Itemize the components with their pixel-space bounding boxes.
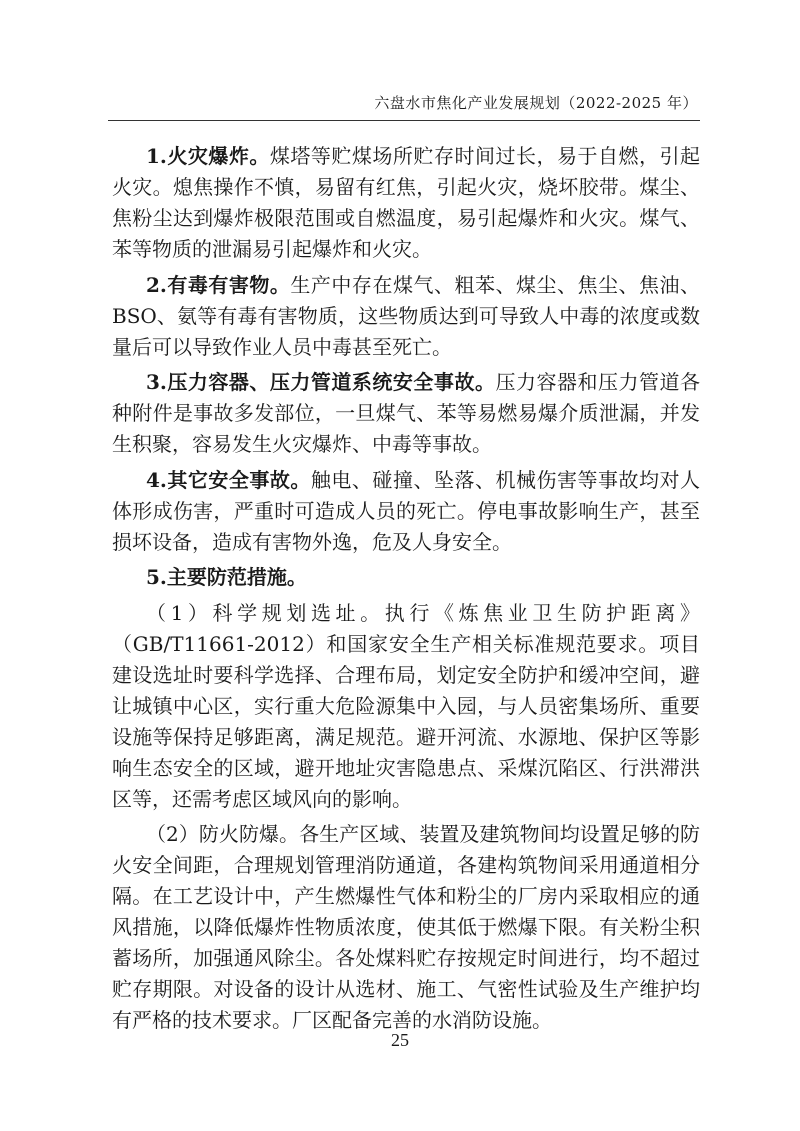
running-header-title: 六盘水市焦化产业发展规划（2022-2025 年） bbox=[374, 94, 698, 112]
paragraph-heading: 1.火灾爆炸。 bbox=[146, 144, 270, 168]
paragraph-text: 压力容器和压力管道各种附件是事故多发部位，一旦煤气、苯等易燃易爆介质泄漏，并发生积聚，容易发生火灾爆炸、中毒等事故。 bbox=[112, 370, 700, 456]
paragraph-heading: 5.主要防范措施。 bbox=[146, 565, 307, 589]
paragraph-heading: 2.有毒有害物。 bbox=[146, 272, 291, 297]
paragraph-toxic-substances bbox=[112, 270, 700, 363]
paragraph-site-selection bbox=[112, 598, 700, 815]
paragraph-text: （1）科学规划选址。执行《炼焦业卫生防护距离》（GB/T11661-2012）和国家安全生产相关标准规范要求。项目建设选址时要科学选择、合理布局，划定安全防护和缓冲空间，避让城镇中心区，实行重大危险源集中入园，与人员密集场所、重要设施等保持足够距离，满足规范。避开河流、水源地、保护区等影响生态安全的区域，避开地址灾害隐患点、采煤沉陷区、行洪滞洪区等，还需考虑区域风向的影响。 bbox=[112, 600, 700, 811]
paragraph-heading: 3.压力容器、压力管道系统安全事故。 bbox=[146, 370, 496, 394]
paragraph-heading: 4.其它安全事故。 bbox=[146, 467, 311, 492]
paragraph-other-accidents bbox=[112, 465, 700, 558]
header-divider bbox=[108, 120, 700, 121]
paragraph-text: 触电、碰撞、坠落、机械伤害等事故均对人体形成伤害，严重时可造成人员的死亡。停电事故影响生产，甚至损坏设备，造成有害物外逸，危及人身安全。 bbox=[112, 467, 700, 554]
paragraph-text: （2）防火防爆。各生产区域、装置及建筑物间均设置足够的防火安全间距，合理规划管理消防通道，各建构筑物间采用通道相分隔。在工艺设计中，产生燃爆性气体和粉尘的厂房内采取相应的通风措施，以降低爆炸性物质浓度，使其低于燃爆下限。有关粉尘积蓄场所，加强通风除尘。各处煤料贮存按规定时间进行，均不超过贮存期限。对设备的设计从选材、施工、气密性试验及生产维护均有严格的技术要求。厂区配备完善的水消防设施。 bbox=[112, 822, 700, 1032]
paragraph-text: 生产中存在煤气、粗苯、煤尘、焦尘、焦油、BSO、氨等有毒有害物质，这些物质达到可导致人中毒的浓度或数量后可以导致作业人员中毒甚至死亡。 bbox=[112, 272, 701, 359]
paragraph-prevention-measures bbox=[112, 562, 700, 593]
paragraph-fire-prevention bbox=[112, 819, 700, 1036]
paragraph-fire-explosion bbox=[112, 141, 700, 265]
paragraph-text: 煤塔等贮煤场所贮存时间过长，易于自燃，引起火灾。熄焦操作不慎，易留有红焦，引起火灾，烧坏胶带。煤尘、焦粉尘达到爆炸极限范围或自燃温度，易引起爆炸和火灾。煤气、苯等物质的泄漏易引起爆炸和火灾。 bbox=[112, 144, 700, 261]
paragraph-pressure-vessels bbox=[112, 367, 700, 460]
document-body bbox=[112, 141, 700, 1041]
page-number: 25 bbox=[391, 1030, 409, 1050]
